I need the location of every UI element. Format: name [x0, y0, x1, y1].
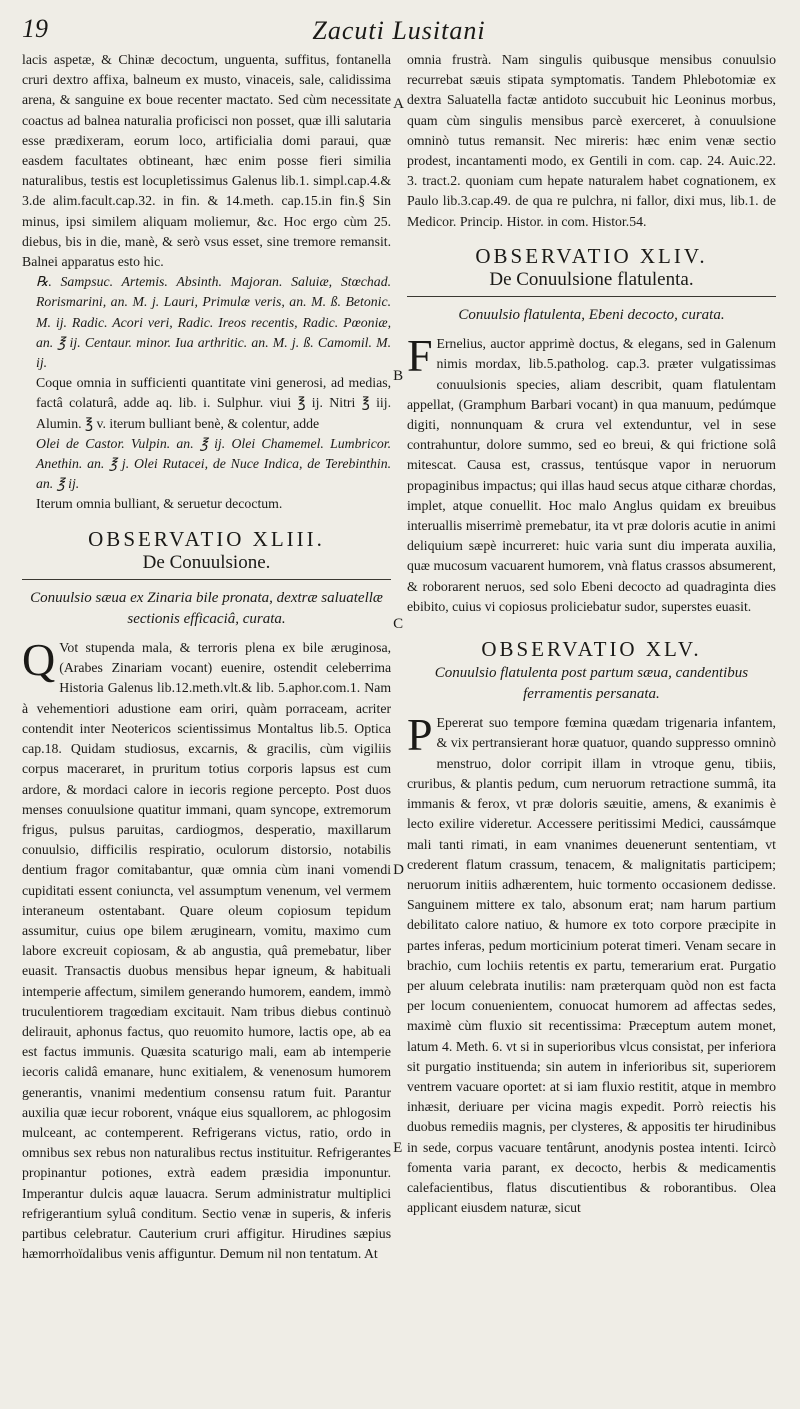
observation-heading-45: OBSERVATIO XLV. [481, 637, 702, 662]
observation-body-43 [22, 634, 392, 1264]
recipe-1: ℞. Sampsuc. Artemis. Absinth. Majoran. Saluiæ, Stœchad. Rorismarini, an. M. j. Lauri, Primulæ veris, an. M. ß. Betonic. M. ij. Radic. Acori veri, Radic. Ireos recentis, Radic. Pœoniæ, an. ℥ ij. Centaur. minor. Iua arthritic. an. M. j. ß. Camomil. M. ij. [36, 274, 392, 371]
two-column-body [22, 50, 776, 1264]
drop-cap: F [406, 330, 433, 382]
left-paragraph-1: lacis aspetæ, & Chinæ decoctum, unguenta, suffitus, fontanella cruri dextro affixa, balneum ex musto, vinaceis, sale, calidissima arena, & sanguine ex boue recenter mactato. Sed cùm necessitate coactus ad balnea naturalia proficisci non posset, quæ illi salutaria esse prædixeram, eorum loco, artificialia domi paraui, quæ easdem facultates obtineant, hæc enim posse fieri similia naturalibus, testis est locupletissimus Galenus lib.1. simpl.cap.4.& 3.de alim.facult.cap.32. in fin. & 14.meth. cap.15.in fin.§ Sin minus, ipsi similem aliquam moliemur, &c. Hoc ergo cùm 25. diebus, bis in die, manè, & serò vsus esset, sine tremore remansit. Balnei apparatus esto hic. [22, 52, 392, 270]
right-paragraph-1: omnia frustrà. Nam singulis quibusque mensibus conuulsio recurrebat sæuis stipata symptomatis. Tandem Phlebotomiæ ex dextra Saluatella factæ antidoto succubuit hic Leoninus morbus, quam cùm singulis mensibus parcè exerceret, à conuulsione omninò tutus remansit. Nec mireris: hæc enim venæ sectio prodest, incantamenti modo, ex Gentili in com. cap. 24. Auic.22. 3. tract.2. quoniam cum hepate naturalem habet cognationem, ex Paulo lib.3.cap.49. de qua re pulchra, ni fallor, dixi mus, lib.1. de Medicor. Princip. Histor. in com. Histor.54. [406, 52, 776, 229]
observation-summary-43: Conuulsio sæua ex Zinaria bile pronata, dextræ saluatellæ sectionis efficaciâ, curata. [30, 590, 383, 628]
observation-text-44: Ernelius, auctor apprimè doctus, & elegans, sed in Galenum nimis mordax, lib.5.patholog. cap.3. præter vulgatissimas conuulsionis species, aliam describit, quam flatulentam appellat, (Gramphum Barbari vocant) in qua manuum, pedúmque digiti, nonnunquam & crura vel extenduntur, vel in sese contrahuntur, dolore summo, sed eo breui, & qui frictione solâ mitescat. Causa est, crassus, tentúsque vapor in neruorum propaginibus impactus; qui illas haud secus atque citharæ chordas, implet, atque conuellit. Hoc malo Anglus quidam ex breuibus interuallis miserrimè premebatur, ita vt præ doloris acutie in animi deliquium sæpè incurreret: huic varia sunt diu imperata auxilia, quæ mucosum vacuarent humorem, vnà flatus crassos absumerent, & roborarent neruos, sed solo Ebeni decocto ad quadraginta dies ebibito, cuius vi copiosus proliciebatur sudor, superstes euasit. [406, 336, 776, 614]
divider-rule [22, 579, 391, 580]
recipe-2: Olei de Castor. Vulpin. an. ℥ ij. Olei Chamemel. Lumbricor. Anethin. an. ℥ j. Olei Rutacei, de Nuce Indica, de Terebinthin. an. ℥ ij. [36, 435, 392, 492]
observation-subtitle-44: De Conuulsione flatulenta. [489, 269, 694, 291]
margin-letter-e: E [393, 1140, 403, 1156]
left-column [22, 50, 391, 1264]
column-gutter [391, 50, 407, 1264]
observation-summary-44: Conuulsio flatulenta, Ebeni decocto, curata. [458, 307, 725, 324]
margin-letter-b: B [393, 368, 404, 384]
observation-summary-45: Conuulsio flatulenta post partum sæua, candentibus ferramentis persanata. [434, 665, 749, 703]
margin-letter-a: A [393, 96, 404, 112]
page-number: 19 [22, 14, 48, 43]
observation-body-45 [406, 709, 776, 1218]
left-paragraph-3: Iterum omnia bulliant, & seruetur decoctum. [36, 496, 283, 512]
running-title: Zacuti Lusitani [312, 16, 486, 45]
right-column [407, 50, 776, 1264]
observation-subtitle-43: De Conuulsione. [142, 551, 271, 573]
margin-letter-d: D [393, 862, 404, 878]
page-header [22, 14, 776, 48]
drop-cap: Q [22, 634, 56, 686]
margin-letter-c: C [393, 616, 404, 632]
divider-rule [407, 296, 776, 297]
observation-body-44 [406, 330, 776, 617]
drop-cap: P [406, 709, 433, 761]
observation-heading-43: OBSERVATIO XLIII. [88, 526, 325, 551]
left-paragraph-2: Coque omnia in sufficienti quantitate vini generosi, ad medias, factâ colaturâ, adde aq. lib. i. Sulphur. viui ℥ ij. Nitri ℥ iij. Alumin. ℥ v. iterum bulliant benè, & colentur, adde [36, 375, 392, 431]
observation-text-45: Epererat suo tempore fœmina quædam trigenaria infantem, & vix pertransierant horæ quatuor, quando suppresso omninò menstruo, dolor corripit illam in vtroque genu, tibiis, cruribus, & plantis pedum, cum neruorum retractione summâ, ita immanis & ferox, vt præ doloris sæuitie, amens, & exanimis è lecto exilire videretur. Accessere peritissimi Medici, caussámque mali tanti rimati, in eam vnanimes deuenerunt sententiam, vt crederent flatum crassum, tenacem, & malignitatis participem; neruorum initiis adhærentem, huic tormento occasionem dedisse. Sanguinem mittere ex talo, absonum erat; nam harum partium debilitato calore natiuo, & humore ex toto corpore præcipite in partes inferas, pedum morticinium poterat timeri. Venam secare in brachio, cum lochiis retentis ex partu, temerarium erat. Purgatio per aluum celebrata inutilis: nam præterquam quòd non est facta per locum conuenientem, conuocat humorem ad affectas sedes, maximè cùm fluxio sit recentissima: Præceptum autem monet, latum 4. Meth. 6. vt si in superioribus vlcus consistat, per inferiora sit purgatio instituenda; sin autem in inferioribus sit, superiorem ventrem vacuare oportet: at si iam fluxio restitit, atque in membro inhæsit, deriuare per vicina magis expedit. Porrò reiectis his duobus remediis magnis, per clysteres, & appositis ter hirudinibus in sede, corpus vacuare tentârunt, anodynis postea intenti. Icircò fomenta varia parant, ex decocto, herbis & medicamentis calefacientibus, flatus discutientibus & roborantibus. Olea applicant eiusdem naturæ, sicut [406, 715, 776, 1216]
observation-heading-44: OBSERVATIO XLIV. [475, 243, 708, 268]
observation-text-43: Vot stupenda mala, & terroris plena ex bile æruginosa, (Arabes Zinariam vocant) euenire, ostendit celeberrima Historia Galenus lib.12.meth.vlt.& lib. 5.aphor.com.1. Nam à vehementiori adustione eam oriri, quàm porraceam, acriter contendit inter Neotericos scientissimus Montaltus lib.5. Optica cap.18. Quidam studiosus, excarnis, & gracilis, cùm vigiliis corpus maceraret, in pruritum totius corporis lapsus est cum ardore, & mordaci calore in iecoris regione percepto. Post duos menses conuulsione quatitur immani, quam syncope, extremorum frigus, pulsus paruitas, cardiogmos, desperatio, maxillarum conuulsio, difficilis respiratio, oculorum distorsio, notabilis dentium fragor comitabantur, quæ omnia cùm inani vomendi cupiditati essent coniuncta, vel assumptum venenum, vel vermem interaneum ostentabant. Quare oleum copiosum tepidum assumitur, cuius ope bilem æruginearn, vomitu, maximo cum labore excreuit copiosam, & ab angustia, quâ premebatur, liber euasit. Transactis duobus mensibus hepar igneum, & habituali intemperie affectum, similem generando humorem, eandem, immò truculentiorem tragœdiam excitauit. Nam tribus diebus continuò delirauit, aphonus factus, quo reuomito humore, lactis ope, ab ea est factus immunis. Quæsita scaturigo mali, eam ab intemperie iecoris calidâ emanare, hunc exitialem, & venenosum humorem generantis, vnanimi medentium consensu ratum fuit. Parantur auxilia quæ iecur roborent, vnáque eius squallorem, ac phlogosim mulceant, ac contemperent. Refrigerans victus, ratio, ordo in omnibus sex rebus non naturalibus rectus instituitur. Refrigerantes propinantur potiones, extrà eadem præsidia imponuntur. Imperantur dulcis aquæ lauacra. Serum administratur multiplici refrigerantium syluâ conditum. Sectio venæ in superis, & inferis partibus celebratur. Cauterium cruri affigitur. Hirudines sæpius hæmorrhoïdalibus venis affiguntur. Demum nil non tentatum. At [22, 640, 392, 1262]
